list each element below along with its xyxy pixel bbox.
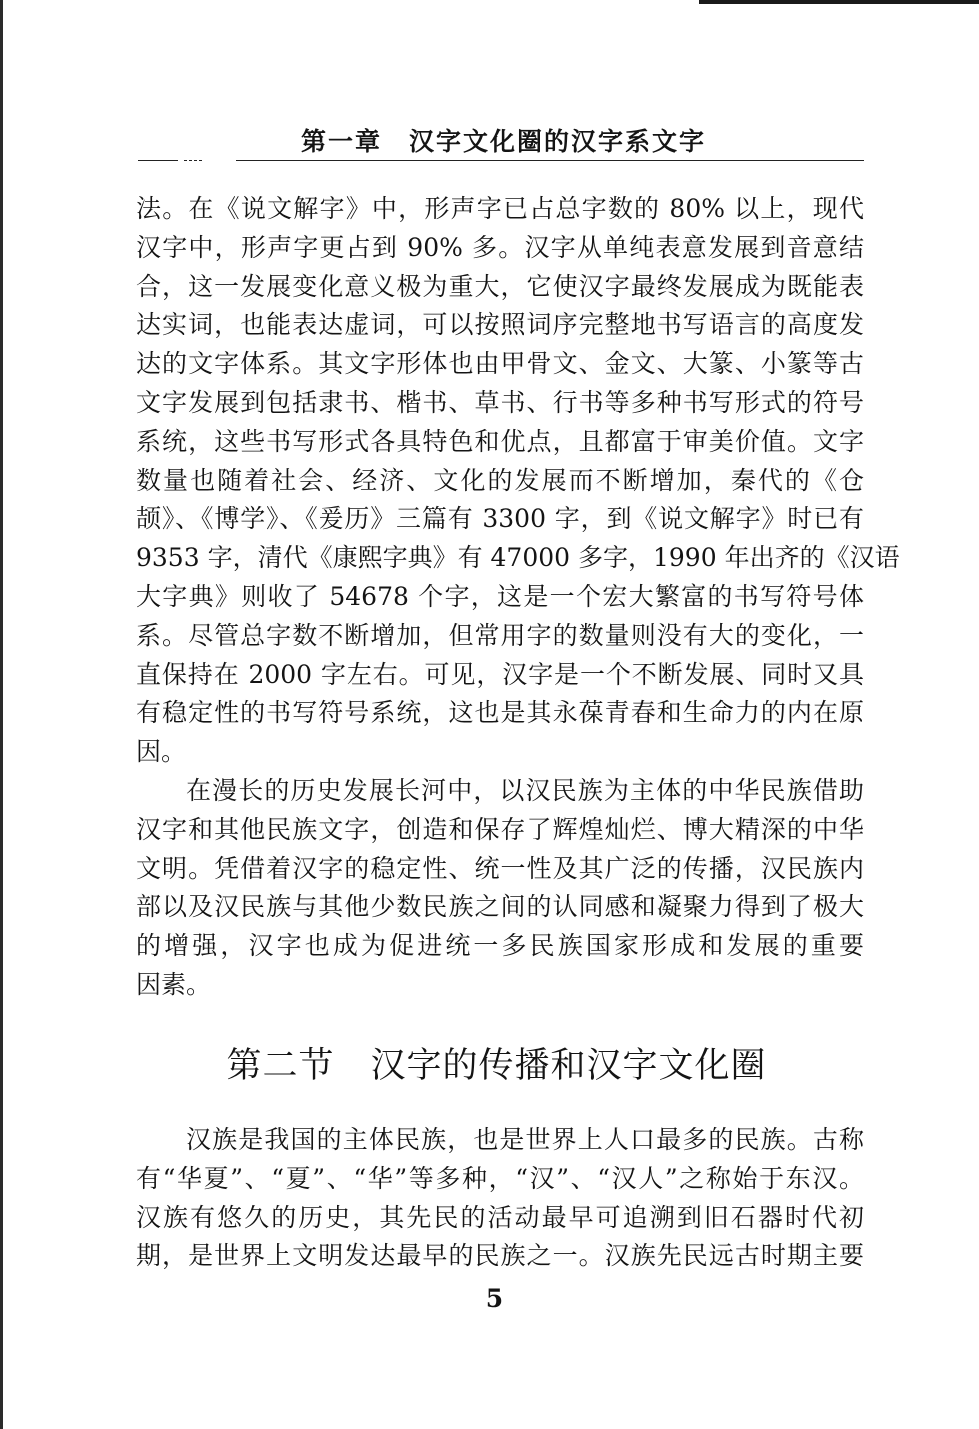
text-line: 汉族有悠久的历史，其先民的活动最早可追溯到旧石器时代初 [136,1202,864,1232]
header-rule [596,160,864,161]
text-line: 9353 字，清代《康熙字典》有 47000 多字，1990 年出齐的《汉语 [136,543,900,573]
text-line: 有“华夏”、“夏”、“华”等多种，“汉”、“汉人”之称始于东汉。 [136,1163,864,1193]
text-line: 系。尽管总字数不断增加，但常用字的数量则没有大的变化，一 [136,620,864,650]
running-header-title: 第一章 汉字文化圈的汉字系文字 [300,127,706,156]
paragraph [136,772,864,1005]
text-line: 在漫长的历史发展长河中，以汉民族为主体的中华民族借助 [186,776,864,805]
header-rule [138,160,178,161]
scan-top-edge [699,0,979,4]
text-line: 大字典》则收了 54678 个字，这是一个宏大繁富的书写符号体 [136,581,864,611]
header-rule [236,160,596,161]
text-line: 部以及汉民族与其他少数民族之间的认同感和凝聚力得到了极大 [136,892,864,922]
text-line: 期，是世界上文明发达最早的民族之一。汉族先民远古时期主要 [136,1241,864,1271]
paragraph [136,1121,864,1276]
text-line: 文明。凭借着汉字的稳定性、统一性及其广泛的传播，汉民族内 [136,853,864,883]
section-heading: 第二节 汉字的传播和汉字文化圈 [226,1046,767,1086]
text-line: 直保持在 2000 字左右。可见，汉字是一个不断发展、同时又具 [136,659,864,689]
text-line: 系统，这些书写形式各具特色和优点，且都富于审美价值。文字 [136,426,864,456]
text-line: 的增强，汉字也成为促进统一多民族国家形成和发展的重要 [136,931,864,961]
text-line: 汉字和其他民族文字，创造和保存了辉煌灿烂、博大精深的中华 [136,814,864,844]
text-line: 达实词，也能表达虚词，可以按照词序完整地书写语言的高度发 [136,310,864,340]
scan-left-edge [0,0,3,1429]
text-line: 因素。 [136,969,212,999]
text-line: 文字发展到包括隶书、楷书、草书、行书等多种书写形式的符号 [136,387,864,417]
text-line: 法。在《说文解字》中，形声字已占总字数的 80% 以上，现代 [136,194,864,223]
text-line: 因。 [136,737,187,767]
text-line: 汉族是我国的主体民族，也是世界上人口最多的民族。古称 [186,1125,864,1154]
page-number: 5 [485,1284,504,1313]
text-line: 有稳定性的书写符号系统，这也是其永葆青春和生命力的内在原 [136,698,864,728]
text-line: 颉》、《博学》、《爰历》三篇有 3300 字，到《说文解字》时已有 [136,504,864,534]
text-line: 数量也随着社会、经济、文化的发展而不断增加，秦代的《仓 [136,465,864,495]
text-line: 汉字中，形声字更占到 90% 多。汉字从单纯表意发展到音意结 [136,232,864,262]
paragraph-continued [136,190,900,772]
header-rule [184,160,202,161]
text-line: 合，这一发展变化意义极为重大，它使汉字最终发展成为既能表 [136,271,864,301]
text-line: 达的文字体系。其文字形体也由甲骨文、金文、大篆、小篆等古 [136,349,864,379]
